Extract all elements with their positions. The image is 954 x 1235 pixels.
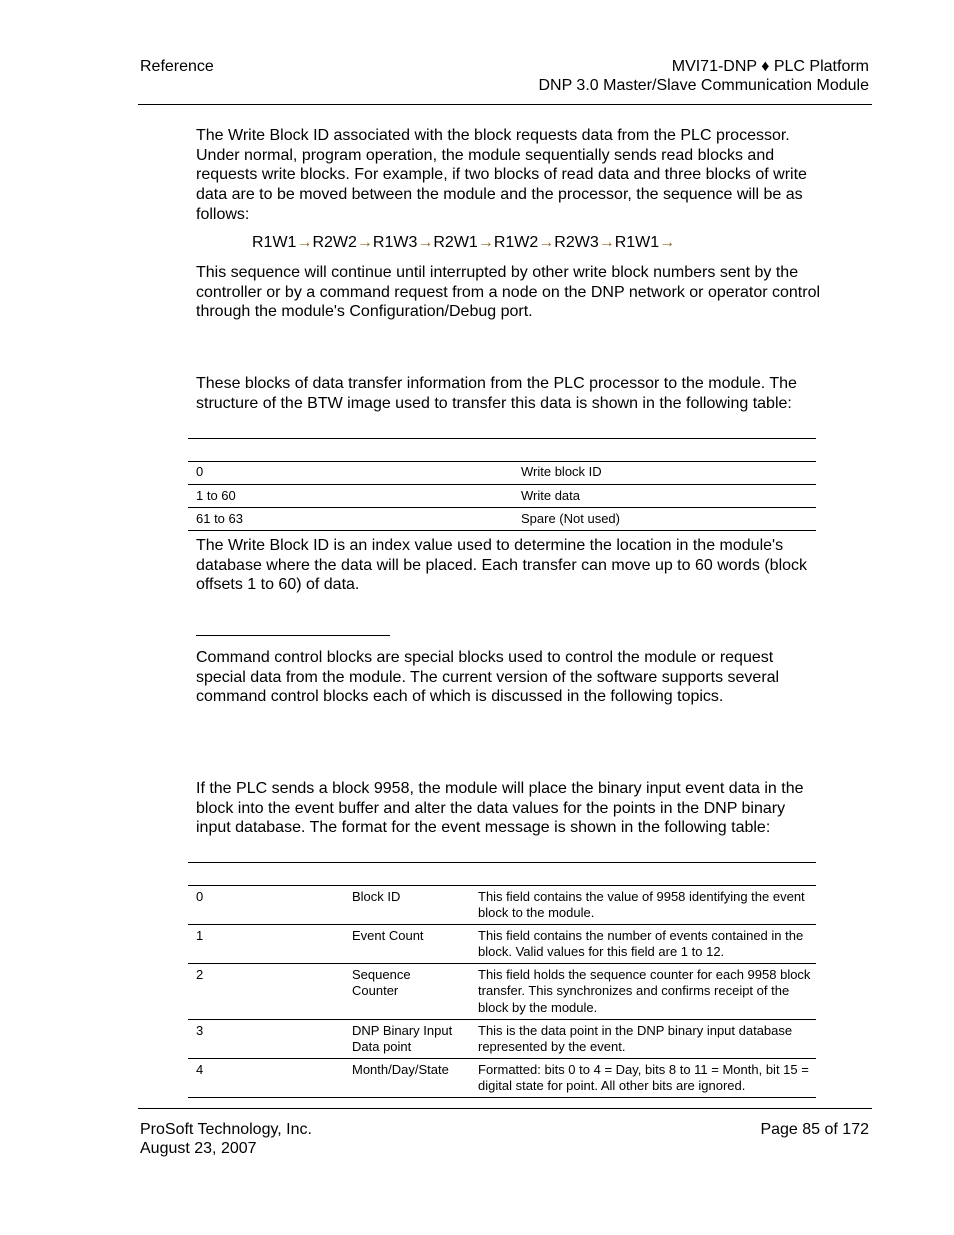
table-cell-offset: 3 — [196, 1023, 204, 1038]
paragraph-sequence-continue: This sequence will continue until interrupted by other write block numbers sent by the controller or by a command request from a node on the DNP network or operator control through the module's Configuration/Debug port. — [196, 264, 821, 321]
table-cell-description: This field contains the value of 9958 identifying the event block to the module. — [478, 889, 805, 921]
paragraph-command-control: Command control blocks are special blocks used to control the module or request special data from the module. The current version of the software supports several command control blocks each of which is discussed in the following topics. — [196, 649, 780, 706]
paragraph-btw-structure: These blocks of data transfer information from the PLC processor to the module. The structure of the BTW image used to transfer this data is shown in the following table: — [196, 375, 797, 412]
footer-date: August 23, 2007 — [140, 1140, 257, 1157]
arrow-icon: → — [356, 234, 373, 251]
arrow-icon: → — [417, 234, 434, 251]
table-cell-description: Spare (Not used) — [521, 511, 620, 526]
footer-company: ProSoft Technology, Inc. — [140, 1121, 312, 1138]
table-rule — [188, 862, 816, 863]
table-cell-name: DNP Binary Input Data point — [352, 1023, 453, 1055]
header-product-name: MVI71-DNP ♦ PLC Platform — [671, 58, 869, 75]
table-rule — [188, 1097, 816, 1098]
table-cell-description: Formatted: bits 0 to 4 = Day, bits 8 to 11 = Month, bit 15 = digital state for point. All other bits are ignored. — [478, 1062, 809, 1094]
table-rule — [188, 438, 816, 439]
header-section-title: Reference — [140, 58, 214, 75]
table-rule — [188, 484, 816, 485]
table-cell-name: Event Count — [352, 928, 424, 943]
sequence-item: R1W2 — [493, 234, 539, 251]
table-cell-description: This is the data point in the DNP binary input database represented by the event. — [478, 1023, 793, 1055]
table-cell-description: Write data — [521, 488, 581, 503]
table-cell-offset: 61 to 63 — [196, 511, 243, 526]
paragraph-write-block-intro: The Write Block ID associated with the block requests data from the PLC processor. Under normal, program operation, the module sequentially sends read blocks and requests write blocks. For example, if two blocks of read data and three blocks of write data are to be moved between the module and the processor, the sequence will be as follows: — [196, 127, 807, 223]
table-rule — [188, 885, 816, 886]
sequence-item: R1W1 — [614, 234, 660, 251]
table-rule — [188, 1019, 816, 1020]
sequence-item: R2W2 — [312, 234, 357, 251]
arrow-icon: → — [477, 234, 494, 251]
sequence-item: R2W3 — [554, 234, 599, 251]
section-divider — [196, 635, 390, 636]
arrow-icon: → — [598, 234, 615, 251]
table-rule — [188, 963, 816, 964]
table-cell-offset: 1 to 60 — [196, 488, 236, 503]
paragraph-write-block-id: The Write Block ID is an index value used to determine the location in the module's database where the data will be placed. Each transfer can move up to 60 words (block offsets 1 to 60) of data. — [196, 537, 808, 594]
table-cell-offset: 4 — [196, 1062, 204, 1077]
table-cell-description: This field holds the sequence counter for each 9958 block transfer. This synchronizes and confirms receipt of the block by the module. — [478, 967, 811, 1015]
table-cell-offset: 1 — [196, 928, 204, 943]
header-divider — [138, 104, 872, 105]
sequence-item: R1W1 — [252, 234, 297, 251]
table-rule — [188, 461, 816, 462]
footer-divider — [138, 1108, 872, 1109]
table-rule — [188, 507, 816, 508]
footer-page-number: Page 85 of 172 — [760, 1121, 869, 1138]
arrow-icon: → — [659, 234, 676, 251]
table-cell-offset: 2 — [196, 967, 204, 982]
table-cell-description: Write block ID — [521, 464, 602, 479]
block-sequence — [252, 233, 675, 252]
table-cell-name: Sequence Counter — [352, 967, 411, 999]
table-cell-description: This field contains the number of events contained in the block. Valid values for this field are 1 to 12. — [478, 928, 804, 960]
table-rule — [188, 1058, 816, 1059]
paragraph-block-9958: If the PLC sends a block 9958, the module will place the binary input event data in the block into the event buffer and alter the data values for the points in the DNP binary input database. The format for the event message is shown in the following table: — [196, 780, 804, 837]
table-cell-name: Month/Day/State — [352, 1062, 449, 1077]
table-cell-offset: 0 — [196, 889, 204, 904]
table-rule — [188, 530, 816, 531]
header-module-name: DNP 3.0 Master/Slave Communication Module — [538, 77, 869, 94]
arrow-icon: → — [296, 234, 313, 251]
table-cell-name: Block ID — [352, 889, 401, 904]
table-cell-offset: 0 — [196, 464, 204, 479]
arrow-icon: → — [538, 234, 555, 251]
sequence-item: R1W3 — [372, 234, 418, 251]
sequence-item: R2W1 — [433, 234, 478, 251]
table-rule — [188, 924, 816, 925]
